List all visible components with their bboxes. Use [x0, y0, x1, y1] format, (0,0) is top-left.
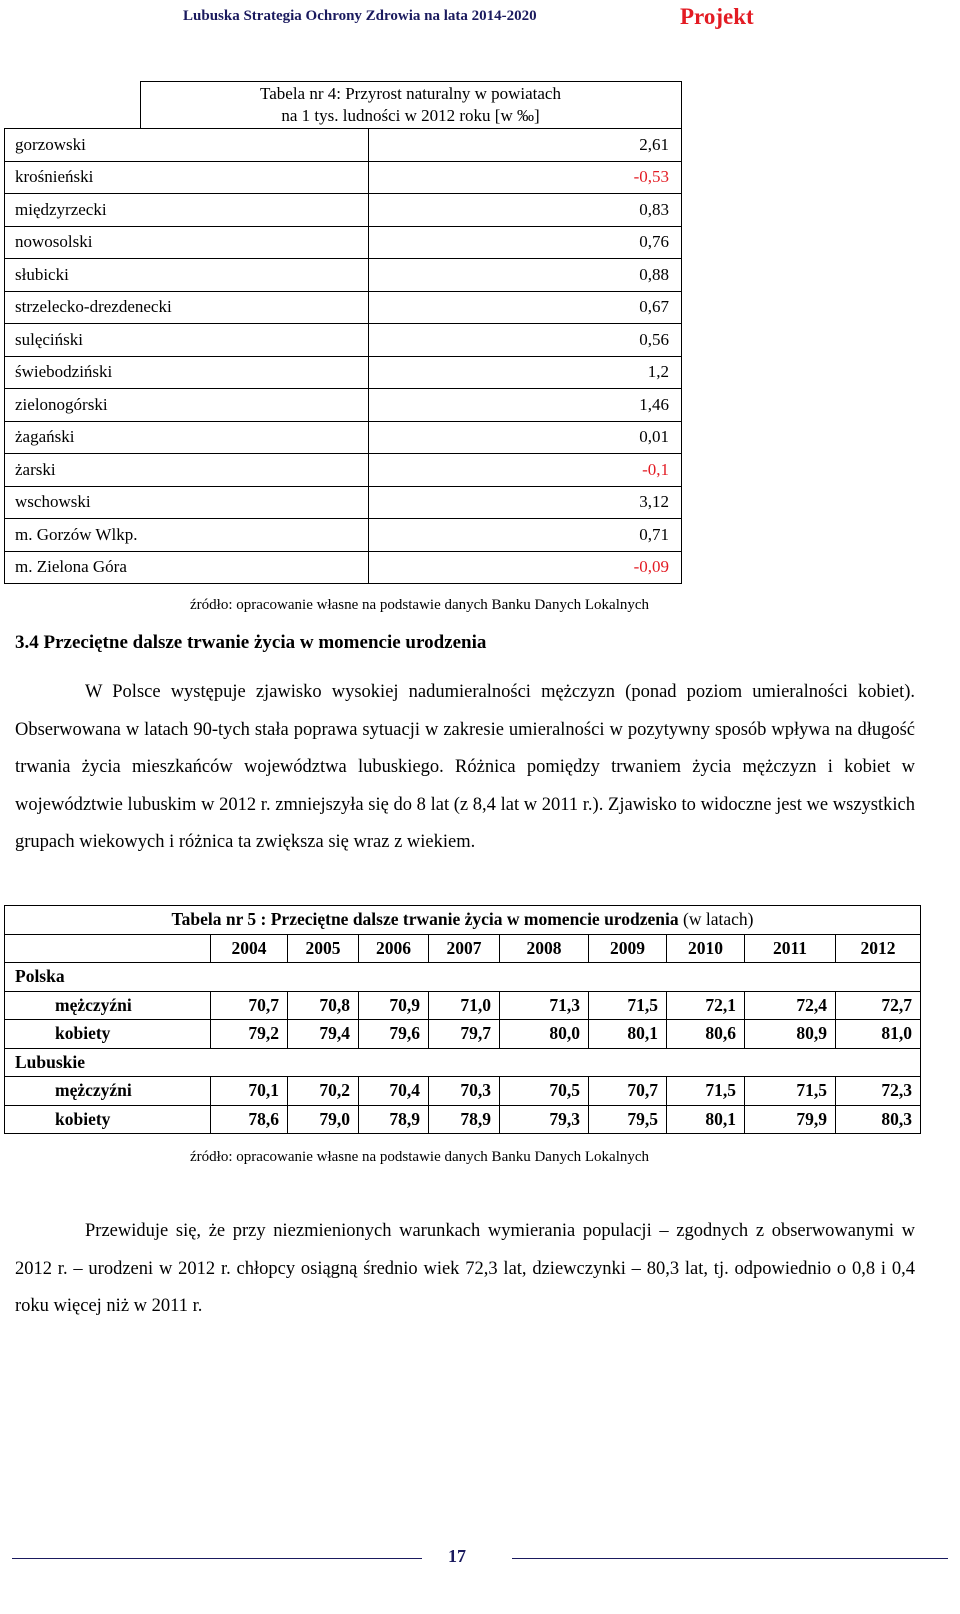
life-expectancy-value: 71,3	[500, 991, 589, 1020]
section-paragraph-text: W Polsce występuje zjawisko wysokiej nadumieralności mężczyzn (ponad poziom umieralności kobiet). Obserwowana w latach 90-tych stała poprawa sytuacji w zakresie umieralności w pozytywny sposób wpływa na długość trwania życia mieszkańców województwa lubuskiego. Różnica pomiędzy trwaniem życia mężczyzn i kobiet w województwie lubuskim w 2012 r. zmniejszyła się do 8 lat (z 8,4 lat w 2011 r.). Zjawisko to widoczne jest we wszystkich grupach wiekowych i różnica ta zwiększa się wraz z wiekiem.	[15, 682, 915, 852]
group-row	[5, 1048, 921, 1077]
year-header: 2012	[836, 934, 921, 963]
table4-row	[5, 389, 682, 422]
year-header: 2010	[667, 934, 745, 963]
natural-increase-value: 3,12	[369, 486, 682, 519]
group-row	[5, 963, 921, 992]
table-life-expectancy	[4, 905, 921, 1134]
table4-row	[5, 356, 682, 389]
life-expectancy-value: 79,0	[288, 1105, 359, 1134]
district-name: wschowski	[5, 486, 369, 519]
natural-increase-value: 0,88	[369, 259, 682, 292]
life-expectancy-value: 71,5	[745, 1077, 836, 1106]
table4-row	[5, 194, 682, 227]
table4-row	[5, 226, 682, 259]
sex-label: mężczyźni	[5, 1077, 211, 1106]
page-number: 17	[448, 1546, 466, 1566]
life-expectancy-value: 70,8	[288, 991, 359, 1020]
year-header: 2004	[211, 934, 288, 963]
district-name: nowosolski	[5, 226, 369, 259]
district-name: słubicki	[5, 259, 369, 292]
natural-increase-value: -0,09	[369, 551, 682, 584]
document-title: Lubuska Strategia Ochrony Zdrowia na lata 2014-2020	[183, 8, 537, 24]
table4-row	[5, 259, 682, 292]
life-expectancy-value: 78,9	[359, 1105, 429, 1134]
life-expectancy-value: 72,1	[667, 991, 745, 1020]
life-expectancy-value: 72,4	[745, 991, 836, 1020]
natural-increase-value: 2,61	[369, 129, 682, 162]
table4-caption-line2: na 1 tys. ludności w 2012 roku [w ‰]	[281, 106, 540, 125]
table5-row	[5, 991, 921, 1020]
district-name: gorzowski	[5, 129, 369, 162]
life-expectancy-value: 71,5	[589, 991, 667, 1020]
life-expectancy-value: 81,0	[836, 1020, 921, 1049]
table4-source: źródło: opracowanie własne na podstawie danych Banku Danych Lokalnych	[190, 597, 650, 613]
table5-year-header	[5, 934, 921, 963]
section-heading: 3.4 Przeciętne dalsze trwanie życia w momencie urodzenia	[15, 632, 487, 653]
table4-row	[5, 486, 682, 519]
natural-increase-value: 1,2	[369, 356, 682, 389]
sex-label: kobiety	[5, 1020, 211, 1049]
life-expectancy-value: 70,4	[359, 1077, 429, 1106]
district-name: międzyrzecki	[5, 194, 369, 227]
life-expectancy-value: 78,9	[429, 1105, 500, 1134]
life-expectancy-value: 79,5	[589, 1105, 667, 1134]
table-natural-increase	[4, 81, 682, 584]
life-expectancy-value: 71,5	[667, 1077, 745, 1106]
table5-caption-bold: Tabela nr 5 : Przeciętne dalsze trwanie życia w momencie urodzenia	[171, 909, 679, 930]
table4-caption-row	[5, 81, 682, 129]
section-paragraph	[15, 674, 915, 862]
life-expectancy-value: 72,3	[836, 1077, 921, 1106]
life-expectancy-value: 80,1	[667, 1105, 745, 1134]
natural-increase-value: 0,83	[369, 194, 682, 227]
district-name: m. Gorzów Wlkp.	[5, 519, 369, 552]
sex-label: kobiety	[5, 1105, 211, 1134]
district-name: m. Zielona Góra	[5, 551, 369, 584]
life-expectancy-value: 70,9	[359, 991, 429, 1020]
page-header	[0, 4, 960, 32]
district-name: świebodziński	[5, 356, 369, 389]
natural-increase-value: 0,67	[369, 291, 682, 324]
year-header: 2005	[288, 934, 359, 963]
draft-badge: Projekt	[680, 4, 754, 29]
table4-row	[5, 454, 682, 487]
natural-increase-value: -0,53	[369, 161, 682, 194]
life-expectancy-value: 79,7	[429, 1020, 500, 1049]
life-expectancy-value: 79,3	[500, 1105, 589, 1134]
year-header: 2011	[745, 934, 836, 963]
life-expectancy-value: 70,7	[211, 991, 288, 1020]
district-name: krośnieński	[5, 161, 369, 194]
life-expectancy-value: 80,6	[667, 1020, 745, 1049]
table5-source: źródło: opracowanie własne na podstawie danych Banku Danych Lokalnych	[190, 1149, 650, 1165]
closing-paragraph-text: Przewiduje się, że przy niezmienionych warunkach wymierania populacji – zgodnych z obserwowanymi w 2012 r. – urodzeni w 2012 r. chłopcy osiągną średnio wiek 72,3 lat, dziewczynki – 80,3 lat, tj. odpowiednio o 0,8 i 0,4 roku więcej niż w 2011 r.	[15, 1221, 915, 1316]
life-expectancy-value: 71,0	[429, 991, 500, 1020]
table4-row	[5, 129, 682, 162]
life-expectancy-value: 78,6	[211, 1105, 288, 1134]
table4-row	[5, 291, 682, 324]
natural-increase-value: 0,01	[369, 421, 682, 454]
year-header: 2008	[500, 934, 589, 963]
page-footer	[0, 1540, 960, 1580]
table5-row	[5, 1020, 921, 1049]
life-expectancy-value: 80,3	[836, 1105, 921, 1134]
district-name: strzelecko-drezdenecki	[5, 291, 369, 324]
table5-row	[5, 1105, 921, 1134]
natural-increase-value: 0,71	[369, 519, 682, 552]
table4-row	[5, 421, 682, 454]
life-expectancy-value: 70,5	[500, 1077, 589, 1106]
life-expectancy-value: 70,2	[288, 1077, 359, 1106]
footer-rule-right	[512, 1558, 948, 1559]
year-header: 2007	[429, 934, 500, 963]
life-expectancy-value: 70,3	[429, 1077, 500, 1106]
table4-caption	[140, 81, 682, 128]
natural-increase-value: -0,1	[369, 454, 682, 487]
table5-caption-unit: (w latach)	[678, 909, 754, 930]
natural-increase-value: 1,46	[369, 389, 682, 422]
natural-increase-value: 0,76	[369, 226, 682, 259]
table5-caption	[5, 906, 921, 935]
region-name: Lubuskie	[5, 1048, 921, 1077]
life-expectancy-value: 79,2	[211, 1020, 288, 1049]
district-name: sulęciński	[5, 324, 369, 357]
district-name: zielonogórski	[5, 389, 369, 422]
natural-increase-value: 0,56	[369, 324, 682, 357]
region-name: Polska	[5, 963, 921, 992]
table4-caption-line1: Tabela nr 4: Przyrost naturalny w powiatach	[260, 84, 561, 103]
life-expectancy-value: 80,0	[500, 1020, 589, 1049]
life-expectancy-value: 80,1	[589, 1020, 667, 1049]
year-header: 2006	[359, 934, 429, 963]
table4-row	[5, 324, 682, 357]
table5-caption-row	[5, 906, 921, 935]
district-name: żarski	[5, 454, 369, 487]
life-expectancy-value: 79,6	[359, 1020, 429, 1049]
life-expectancy-value: 70,1	[211, 1077, 288, 1106]
footer-rule-left	[12, 1558, 422, 1559]
table4-row	[5, 551, 682, 584]
life-expectancy-value: 80,9	[745, 1020, 836, 1049]
district-name: żagański	[5, 421, 369, 454]
life-expectancy-value: 70,7	[589, 1077, 667, 1106]
life-expectancy-value: 79,4	[288, 1020, 359, 1049]
sex-label: mężczyźni	[5, 991, 211, 1020]
life-expectancy-value: 72,7	[836, 991, 921, 1020]
year-header: 2009	[589, 934, 667, 963]
life-expectancy-value: 79,9	[745, 1105, 836, 1134]
table5-row	[5, 1077, 921, 1106]
table4-row	[5, 161, 682, 194]
closing-paragraph	[15, 1213, 915, 1326]
table4-row	[5, 519, 682, 552]
